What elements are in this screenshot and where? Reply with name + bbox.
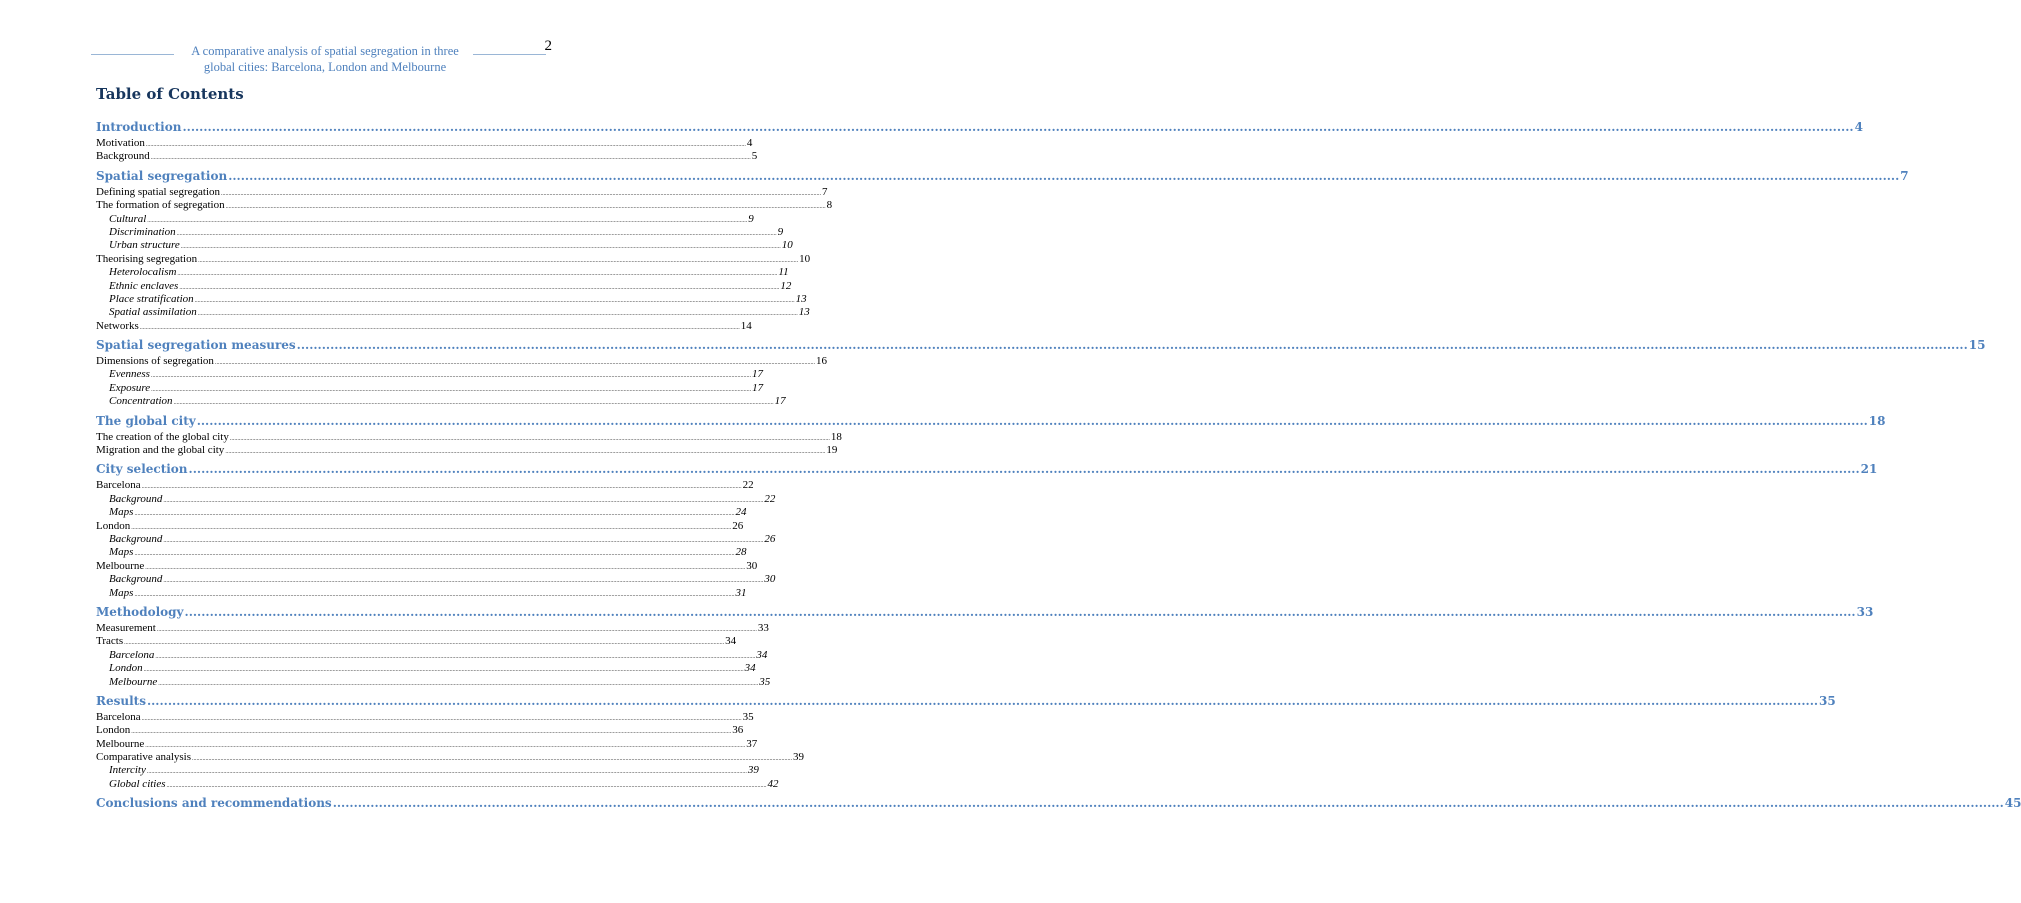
toc-entry-level1[interactable] — [96, 796, 2021, 813]
dot-leader: ................................................................................................................................................................................................................................................................................................................................................................................................................ — [134, 591, 735, 598]
toc-page-number: 15 — [1968, 338, 1986, 353]
toc-entry-text: Migration and the global city — [96, 444, 225, 457]
toc-entry-text: London — [96, 724, 131, 737]
toc-entry-text: Barcelona — [96, 479, 141, 492]
toc-entry-level2[interactable] — [96, 621, 769, 635]
toc-entry-text: Place stratification — [109, 292, 194, 305]
toc-entry-text: Spatial segregation measures — [96, 338, 296, 353]
toc-page-number: 4 — [746, 137, 753, 149]
dot-leader: ................................................................................................................................................................................................................................................................................................................................................................................................................ — [194, 297, 795, 304]
dot-leader: ................................................................................................................................................................................................................................................................................................................................................................................................................ — [166, 782, 767, 789]
toc-entry-level2[interactable] — [96, 737, 758, 751]
toc-entry-level2[interactable] — [96, 519, 744, 533]
toc-entry-text: Maps — [109, 506, 134, 519]
toc-entry-text: Background — [96, 150, 150, 163]
toc-entry-level2[interactable] — [96, 635, 737, 648]
toc-entry-level3[interactable] — [96, 306, 810, 319]
toc-entry-level2[interactable] — [96, 724, 744, 737]
toc-entry-text: London — [109, 662, 143, 675]
toc-page-number: 14 — [740, 319, 752, 332]
toc-entry-text: Background — [109, 532, 163, 545]
toc-page-number: 33 — [1856, 604, 1874, 619]
dot-leader: ................................................................................................................................................................................................................................................................................................................................................................................................................ — [131, 729, 732, 736]
dot-leader: ................................................................................................................................................................................................................................................................................................................................................................................................................ — [180, 244, 781, 251]
dot-leader: ................................................................................................................................................................................................................................................................................................................................................................................................................ — [145, 564, 746, 571]
toc-page-number: 12 — [780, 279, 792, 292]
toc-entry-text: Discrimination — [109, 225, 176, 238]
dot-leader: ................................................................................................................................................................................................................................................................................................................................................................................................................ — [163, 497, 764, 504]
toc-entry-text: Spatial segregation — [96, 168, 228, 183]
dot-leader: ................................................................................................................................................................................................................................................................................................................................................................................................................ — [143, 667, 744, 674]
toc-entry-text: Results — [96, 693, 146, 708]
dot-leader: ................................................................................................................................................................................................................................................................................................................................................................................................................ — [179, 284, 780, 291]
dot-leader: ................................................................................................................................................................................................................................................................................................................................................................................................................ — [156, 626, 757, 633]
toc-entry-level3[interactable] — [96, 648, 768, 662]
toc-entry-level3[interactable] — [96, 239, 793, 252]
toc-page-number: 22 — [742, 479, 754, 492]
toc-entry-level3[interactable] — [96, 532, 776, 546]
toc-entry-level2[interactable] — [96, 199, 833, 212]
dot-leader: ................................................................................................................................................................................................................................................................................................................................................................................................................ — [177, 271, 778, 278]
toc-entry-level3[interactable] — [96, 764, 759, 777]
toc-entry-text: Maps — [109, 586, 134, 599]
dot-leader: ................................................................................................................................................................................................................................................................................................................................................................................................................ — [147, 217, 748, 224]
toc-entry-text: Urban structure — [109, 239, 180, 252]
dot-leader: ................................................................................................................................................................................................................................................................................................................................................................................................................ — [163, 537, 764, 544]
dot-leader: ................................................................................................................................................................................................................................................................................................................................................................................................................ — [214, 360, 815, 367]
toc-entry-level3[interactable] — [96, 777, 779, 791]
toc-entry-text: London — [96, 519, 131, 532]
toc-entry-level2[interactable] — [96, 559, 758, 573]
toc-page-number: 39 — [747, 764, 759, 777]
toc-page-number: 17 — [751, 368, 763, 381]
toc-entry-text: Barcelona — [109, 648, 155, 661]
dot-leader: ................................................................................................................................................................................................................................................................................................................................................................................................................ — [221, 190, 822, 197]
dot-leader: ................................................................................................................................................................................................................................................................................................................................................................................................................ — [173, 400, 774, 407]
toc-entry-text: Conclusions and recommendations — [96, 796, 332, 811]
toc-entry-text: Cultural — [109, 212, 147, 225]
toc-heading: Table of Contents — [96, 85, 244, 103]
toc-entry-text: Exposure — [109, 381, 151, 394]
toc-page-number: 28 — [735, 546, 747, 559]
toc-entry-text: Melbourne — [96, 559, 145, 572]
toc-entry-level3[interactable] — [96, 506, 747, 519]
dot-leader: ................................................................................................................................................................................................................................................................................................................................................................................................................ — [145, 142, 746, 148]
page-number: 2 — [544, 38, 552, 54]
toc-page-number: 26 — [764, 532, 776, 545]
toc-entry-level3[interactable] — [96, 546, 747, 559]
toc-entry-level2[interactable] — [96, 430, 842, 444]
toc-entry-level3[interactable] — [96, 586, 747, 600]
toc-entry-text: Evenness — [109, 368, 150, 381]
toc-page-number: 13 — [795, 292, 807, 305]
toc-page-number: 30 — [764, 573, 776, 586]
toc-page-number: 30 — [746, 559, 758, 572]
toc-entry-level3[interactable] — [96, 212, 754, 226]
toc-entry-text: Spatial assimilation — [109, 306, 197, 319]
toc-page-number: 9 — [748, 212, 754, 225]
toc-entry-text: Measurement — [96, 621, 156, 634]
toc-entry-level1[interactable] — [96, 462, 1878, 479]
toc-entry-level2[interactable] — [96, 355, 827, 368]
toc-page-number: 21 — [1860, 462, 1878, 477]
toc-entry-level3[interactable] — [96, 225, 784, 239]
dot-leader: ................................................................................................................................................................................................................................................................................................................................................................................................................ — [158, 680, 759, 687]
dot-leader: ................................................................................................................................................................................................................................................................................................................................................................................................................ — [163, 578, 764, 585]
toc-entry-level2[interactable] — [96, 137, 753, 150]
table-of-contents — [96, 120, 2021, 813]
toc-entry-level3[interactable] — [96, 368, 763, 381]
dot-leader: ................................................................................................................................................................................................................................................................................................................................................................................................................ — [192, 756, 793, 763]
dot-leader: ................................................................................................................................................................................................................................................................................................................................................................................................................ — [176, 230, 777, 237]
toc-entry-text: Concentration — [109, 395, 173, 408]
toc-page-number: 35 — [742, 710, 754, 723]
toc-page-number: 31 — [735, 586, 747, 599]
toc-entry-level3[interactable] — [96, 381, 764, 395]
dot-leader: ................................................................................................................................................................................................................................................................................................................................................................................................................ — [134, 511, 735, 518]
dot-leader: ................................................................................................................................................................................................................................................................................................................................................................................................................ — [134, 551, 735, 558]
toc-entry-text: Dimensions of segregation — [96, 355, 214, 368]
toc-page-number: 7 — [1900, 168, 1909, 183]
toc-entry-text: Background — [109, 492, 163, 505]
dot-leader: ................................................................................................................................................................................................................................................................................................................................................................................................................ — [141, 484, 742, 491]
toc-page-number: 13 — [798, 306, 810, 319]
dot-leader: ................................................................................................................................................................................................................................................................................................................................................................................................................ — [155, 653, 756, 660]
toc-entry-text: Motivation — [96, 137, 145, 149]
toc-entry-level2[interactable] — [96, 479, 754, 492]
toc-entry-text: Barcelona — [96, 710, 141, 723]
dot-leader: ................................................................................................................................................................................................................................................................................................................................................................................................................ — [196, 413, 1868, 428]
toc-entry-text: Networks — [96, 319, 139, 332]
toc-entry-text: The formation of segregation — [96, 199, 225, 212]
toc-page-number: 37 — [746, 737, 758, 750]
dot-leader: ................................................................................................................................................................................................................................................................................................................................................................................................................ — [225, 204, 826, 211]
dot-leader: ................................................................................................................................................................................................................................................................................................................................................................................................................ — [197, 311, 798, 318]
toc-entry-text: Theorising segregation — [96, 252, 198, 265]
dot-leader: ................................................................................................................................................................................................................................................................................................................................................................................................................ — [145, 742, 746, 749]
toc-page-number: 16 — [815, 355, 827, 368]
toc-page-number: 34 — [744, 662, 756, 675]
toc-entry-text: Melbourne — [109, 675, 158, 688]
toc-page-number: 5 — [751, 150, 758, 163]
dot-leader: ................................................................................................................................................................................................................................................................................................................................................................................................................ — [198, 257, 799, 264]
toc-entry-text: Melbourne — [96, 737, 145, 750]
header-rule-left — [91, 54, 174, 55]
dot-leader: ................................................................................................................................................................................................................................................................................................................................................................................................................ — [139, 324, 740, 331]
toc-page-number: 42 — [767, 777, 779, 790]
toc-entry-level3[interactable] — [96, 266, 789, 279]
toc-page-number: 4 — [1854, 120, 1863, 134]
toc-page-number: 45 — [2004, 796, 2021, 811]
dot-leader: ................................................................................................................................................................................................................................................................................................................................................................................................................ — [131, 524, 732, 531]
toc-page-number: 26 — [732, 519, 744, 532]
toc-page-number: 35 — [759, 675, 771, 688]
dot-leader: ................................................................................................................................................................................................................................................................................................................................................................................................................ — [146, 693, 1819, 708]
dot-leader: ................................................................................................................................................................................................................................................................................................................................................................................................................ — [225, 449, 826, 456]
toc-entry-level1[interactable] — [96, 338, 1986, 355]
toc-entry-level3[interactable] — [96, 662, 756, 675]
toc-entry-level2[interactable] — [96, 710, 754, 724]
toc-entry-text: Maps — [109, 546, 134, 559]
toc-entry-level3[interactable] — [96, 292, 807, 306]
toc-page-number: 10 — [781, 239, 793, 252]
toc-entry-text: Global cities — [109, 777, 166, 790]
toc-entry-text: Introduction — [96, 120, 182, 134]
toc-entry-text: Defining spatial segregation — [96, 185, 221, 198]
toc-entry-text: Heterolocalism — [109, 266, 177, 279]
toc-entry-text: Comparative analysis — [96, 751, 192, 764]
toc-entry-level2[interactable] — [96, 751, 805, 764]
toc-page-number: 10 — [799, 252, 811, 265]
dot-leader: ................................................................................................................................................................................................................................................................................................................................................................................................................ — [150, 373, 751, 380]
dot-leader: ................................................................................................................................................................................................................................................................................................................................................................................................................ — [124, 640, 725, 647]
toc-entry-level3[interactable] — [96, 492, 776, 506]
toc-entry-text: Intercity — [109, 764, 146, 777]
header-rule-right — [473, 54, 546, 55]
toc-page-number: 9 — [777, 225, 784, 238]
toc-entry-text: City selection — [96, 462, 188, 477]
toc-entry-level3[interactable] — [96, 395, 786, 408]
toc-page-number: 39 — [793, 751, 805, 764]
toc-entry-level2[interactable] — [96, 150, 758, 163]
toc-page-number: 19 — [826, 444, 838, 457]
toc-entry-level3[interactable] — [96, 573, 776, 586]
toc-page-number: 17 — [774, 395, 786, 408]
toc-page-number: 18 — [1868, 413, 1886, 428]
toc-entry-text: Ethnic enclaves — [109, 279, 179, 292]
dot-leader: ................................................................................................................................................................................................................................................................................................................................................................................................................ — [150, 155, 751, 162]
toc-entry-text: The global city — [96, 413, 196, 428]
dot-leader: ................................................................................................................................................................................................................................................................................................................................................................................................................ — [229, 435, 830, 442]
toc-entry-level2[interactable] — [96, 319, 752, 333]
dot-leader: ................................................................................................................................................................................................................................................................................................................................................................................................................ — [332, 796, 2004, 811]
dot-leader: ................................................................................................................................................................................................................................................................................................................................................................................................................ — [182, 120, 1854, 134]
toc-entry-level1[interactable] — [96, 693, 1836, 711]
toc-page-number: 22 — [764, 492, 776, 505]
toc-page-number: 17 — [752, 381, 764, 394]
toc-entry-level1[interactable] — [96, 604, 1874, 622]
toc-page-number: 18 — [830, 430, 842, 443]
toc-page-number: 34 — [756, 648, 768, 661]
toc-page-number: 34 — [725, 635, 737, 648]
toc-entry-level1[interactable] — [96, 120, 1863, 137]
toc-entry-level2[interactable] — [96, 252, 811, 266]
dot-leader: ................................................................................................................................................................................................................................................................................................................................................................................................................ — [141, 715, 742, 722]
dot-leader: ................................................................................................................................................................................................................................................................................................................................................................................................................ — [296, 338, 1968, 353]
toc-entry-level2[interactable] — [96, 185, 828, 199]
dot-leader: ................................................................................................................................................................................................................................................................................................................................................................................................................ — [151, 386, 752, 393]
toc-entry-text: The creation of the global city — [96, 430, 229, 443]
dot-leader: ................................................................................................................................................................................................................................................................................................................................................................................................................ — [184, 604, 1856, 619]
dot-leader: ................................................................................................................................................................................................................................................................................................................................................................................................................ — [188, 462, 1860, 477]
toc-page-number: 36 — [732, 724, 744, 737]
toc-entry-level1[interactable] — [96, 168, 1909, 186]
header-title: A comparative analysis of spatial segregation in three global cities: Barcelona, London and Melbourne — [191, 44, 459, 74]
toc-page-number: 35 — [1819, 693, 1836, 708]
toc-entry-level3[interactable] — [96, 675, 771, 689]
toc-entry-level1[interactable] — [96, 413, 1886, 431]
toc-page-number: 33 — [757, 621, 769, 634]
dot-leader: ................................................................................................................................................................................................................................................................................................................................................................................................................ — [146, 769, 747, 776]
toc-page-number: 7 — [822, 185, 828, 198]
toc-page-number: 24 — [735, 506, 747, 519]
toc-entry-text: Methodology — [96, 604, 184, 619]
toc-page-number: 11 — [778, 266, 789, 279]
toc-entry-text: Tracts — [96, 635, 124, 648]
toc-entry-level3[interactable] — [96, 279, 792, 293]
dot-leader: ................................................................................................................................................................................................................................................................................................................................................................................................................ — [228, 168, 1900, 183]
toc-entry-level2[interactable] — [96, 444, 838, 457]
toc-page-number: 8 — [826, 199, 833, 212]
toc-entry-text: Background — [109, 573, 163, 586]
